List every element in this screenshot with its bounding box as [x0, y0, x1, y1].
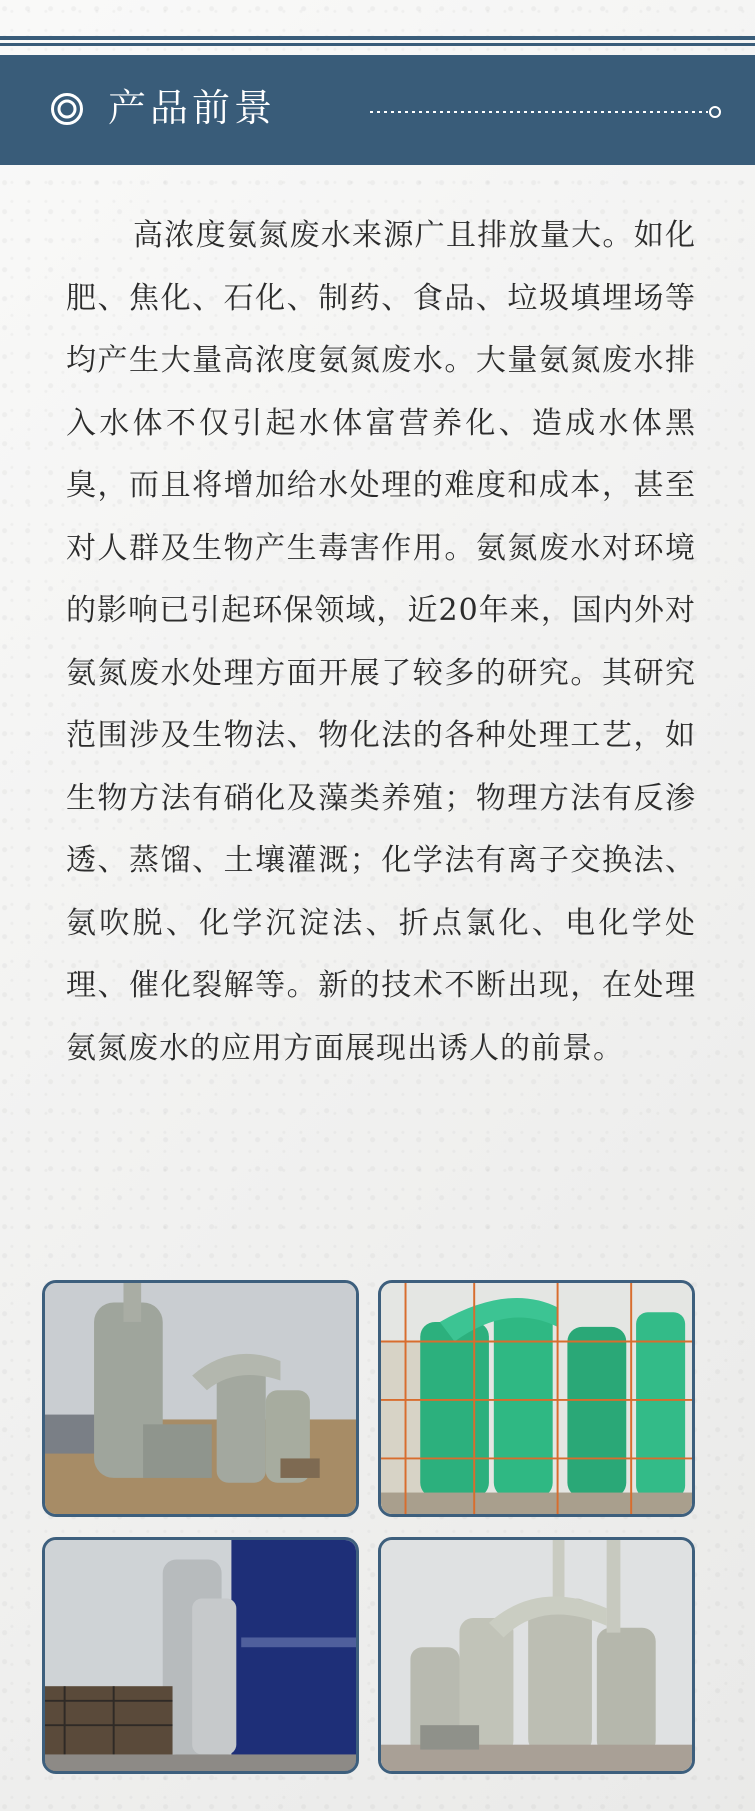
gray-tower-group-photo [378, 1537, 695, 1774]
top-decorative-lines [0, 30, 755, 50]
dotted-line-decoration [370, 105, 724, 119]
top-line [0, 36, 755, 40]
top-line [0, 43, 755, 46]
section-header [0, 55, 755, 165]
target-icon [50, 92, 84, 126]
section-title: 产品前景 [108, 86, 277, 130]
body-paragraph: 高浓度氨氮废水来源广且排放量大。如化肥、焦化、石化、制药、食品、垃圾填埋场等均产生大量高浓度氨氮废水。大量氨氮废水排入水体不仅引起水体富营养化、造成水体黑臭，而且将增加给水处理的难度和成本，甚至对人群及生物产生毒害作用。氨氮废水对环境的影响已引起环保领域，近20年来，国内外对氨氮废水处理方面开展了较多的研究。其研究范围涉及生物法、物化法的各种处理工艺，如生物方法有硝化及藻类养殖；物理方法有反渗透、蒸馏、土壤灌溉；化学法有离子交换法、氨吹脱、化学沉淀法、折点氯化、电化学处理、催化裂解等。新的技术不断出现，在处理氨氮废水的应用方面展现出诱人的前景。 [66, 218, 696, 1066]
green-scrubber-towers-photo [378, 1280, 695, 1517]
gray-scrubber-tower-photo [42, 1280, 359, 1517]
gray-tower-blue-building-photo [42, 1537, 359, 1774]
